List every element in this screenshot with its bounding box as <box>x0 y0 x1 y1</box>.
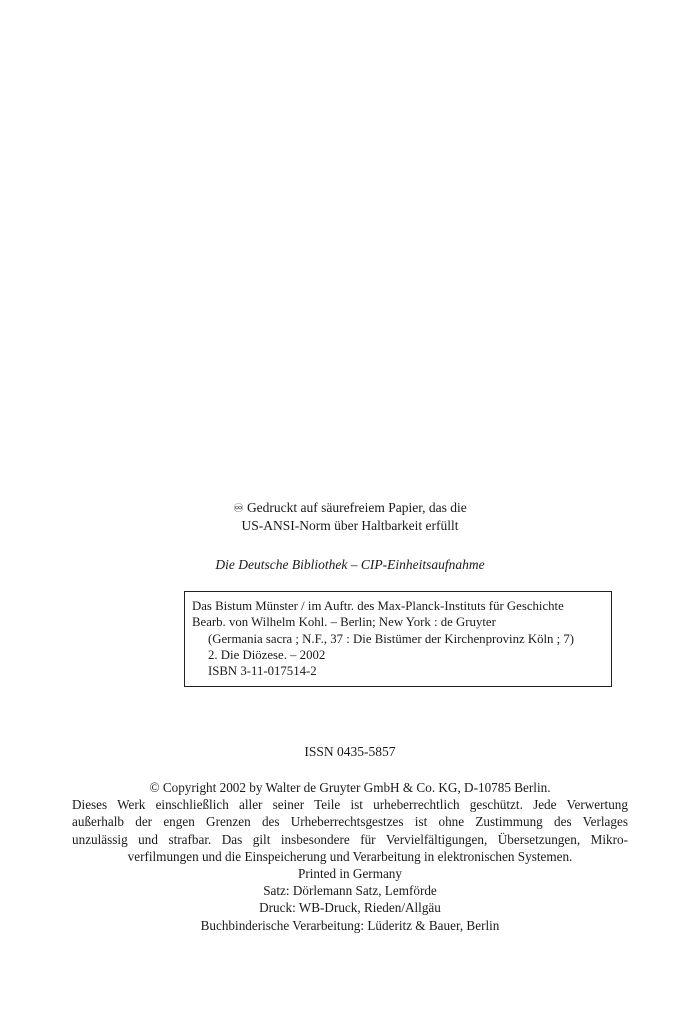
binding-line: Buchbinderische Verarbeitung: Lüderitz & Bauer, Berlin <box>200 917 500 933</box>
imprint-block <box>0 779 700 934</box>
typesetting-line: Satz: Dörlemann Satz, Lemförde <box>263 883 437 899</box>
paper-note-text-1: Gedruckt auf säurefreiem Papier, das die <box>246 500 467 515</box>
cip-line-volume: 2. Die Diözese. – 2002 <box>208 647 326 662</box>
paper-note-line-2: US-ANSI-Norm über Haltbarkeit erfüllt <box>241 518 459 533</box>
cip-line-title: Das Bistum Münster / im Auftr. des Max-Planck-Instituts für Geschichte <box>192 599 564 613</box>
cip-record-box <box>184 591 612 687</box>
cip-line-editor: Bearb. von Wilhelm Kohl. – Berlin; New York : de Gruyter <box>192 615 496 630</box>
rights-line-3: unzulässig und strafbar. Das gilt insbesondere für Vervielfältigungen, Übersetzungen, Mikro- <box>72 831 628 847</box>
infinity-paper-icon: ♾ <box>233 501 244 515</box>
cip-line-series: (Germania sacra ; N.F., 37 : Die Bistümer der Kirchenprovinz Köln ; 7) <box>208 631 575 646</box>
paper-note-line-1 <box>0 499 700 517</box>
copyright-line: © Copyright 2002 by Walter de Gruyter GmbH & Co. KG, D-10785 Berlin. <box>149 780 551 795</box>
cip-line-isbn: ISBN 3-11-017514-2 <box>208 664 317 679</box>
rights-line-4: verfilmungen und die Einspeicherung und Verarbeitung in elektronischen Systemen. <box>127 848 573 864</box>
printing-line: Druck: WB-Druck, Rieden/Allgäu <box>259 900 441 916</box>
cip-heading: Die Deutsche Bibliothek – CIP-Einheitsaufnahme <box>215 557 485 572</box>
printed-in-line: Printed in Germany <box>297 866 402 882</box>
rights-line-2: außerhalb der engen Grenzen des Urheberrechtsgestzes ist ohne Zustimmung des Verlages <box>72 814 628 830</box>
issn-line: ISSN 0435-5857 <box>304 744 396 759</box>
paper-note <box>0 499 700 535</box>
rights-line-1: Dieses Werk einschließlich aller seiner Teile ist urheberrechtlich geschützt. Jede Verwertung <box>72 797 628 813</box>
